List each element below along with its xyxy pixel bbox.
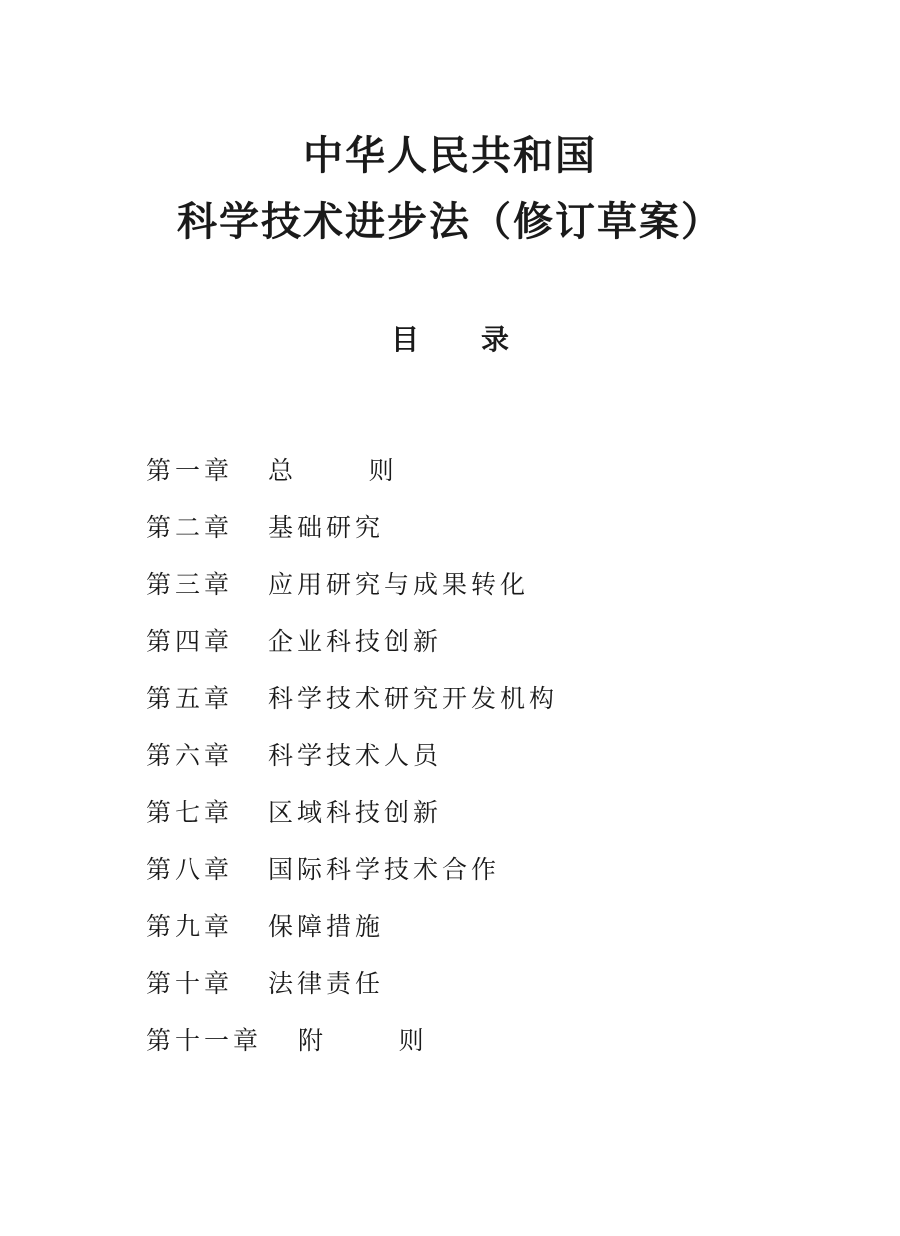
toc-item	[146, 782, 846, 839]
toc-item	[146, 953, 846, 1010]
chapter-number: 第四章	[146, 626, 234, 656]
chapter-number: 第十一章	[146, 1025, 263, 1055]
chapter-title: 国际科学技术合作	[268, 854, 501, 884]
table-of-contents	[146, 440, 846, 1067]
law-title: 中华人民共和国	[303, 133, 597, 179]
law-subtitle: 科学技术进步法（修订草案）	[177, 199, 723, 245]
chapter-number: 第八章	[146, 854, 234, 884]
chapter-title: 保障措施	[268, 911, 385, 941]
chapter-title: 企业科技创新	[268, 626, 443, 656]
chapter-title: 科学技术研究开发机构	[268, 683, 559, 713]
toc-item	[146, 896, 846, 953]
toc-item	[146, 440, 846, 497]
chapter-number: 第二章	[146, 512, 234, 542]
chapter-title: 总 则	[268, 455, 398, 485]
chapter-number: 第五章	[146, 683, 234, 713]
chapter-title: 基础研究	[268, 512, 385, 542]
chapter-number: 第一章	[146, 455, 234, 485]
chapter-title: 附 则	[298, 1025, 428, 1055]
chapter-number: 第九章	[146, 911, 234, 941]
toc-item	[146, 668, 846, 725]
chapter-number: 第十章	[146, 968, 234, 998]
chapter-title: 科学技术人员	[268, 740, 443, 770]
chapter-number: 第三章	[146, 569, 234, 599]
toc-item	[146, 611, 846, 668]
chapter-number: 第六章	[146, 740, 234, 770]
chapter-title: 法律责任	[268, 968, 385, 998]
chapter-title: 应用研究与成果转化	[268, 569, 530, 599]
toc-heading: 目录	[390, 323, 571, 356]
chapter-title: 区域科技创新	[268, 797, 443, 827]
chapter-number: 第七章	[146, 797, 234, 827]
toc-item	[146, 1010, 846, 1067]
toc-item	[146, 839, 846, 896]
toc-item	[146, 725, 846, 782]
toc-item	[146, 554, 846, 611]
toc-item	[146, 497, 846, 554]
